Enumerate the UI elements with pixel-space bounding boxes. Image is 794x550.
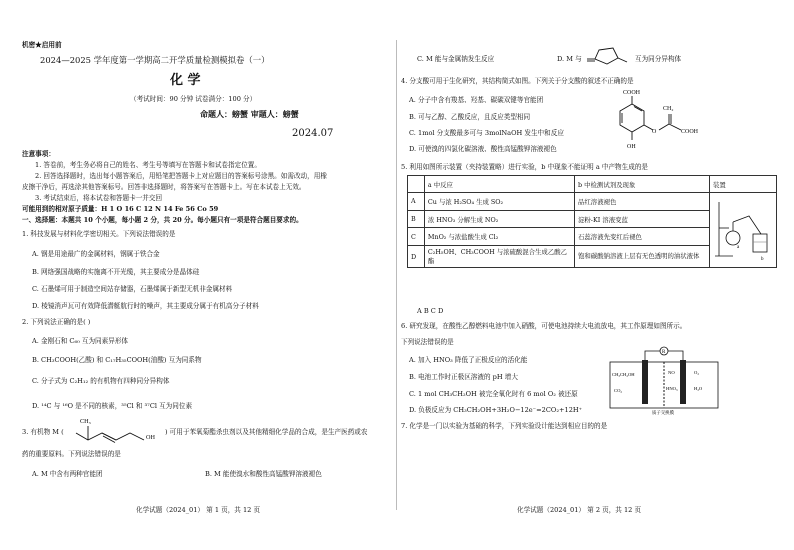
q5-apparatus-diagram: [713, 194, 773, 264]
q3-option-c: C. M 能与金属钠发生反应: [417, 55, 495, 63]
right-page: [397, 0, 794, 550]
q3-option-a: A. M 中含有两种官能团: [32, 470, 103, 478]
q3-mol-label-oh: OH: [146, 434, 155, 441]
q5-answer-choices: A B C D: [417, 307, 444, 315]
q2-option-a: A. 金刚石和 C₆₀ 互为同素异形体: [32, 337, 129, 345]
q4-option-a: A. 分子中含有羧基、羟基、碳碳双键等官能团: [409, 96, 544, 104]
q3-stem-suffix: ) 可用于苯氧菊酯杀虫剂以及其他精细化学品的合成，是生产医药或农: [165, 428, 368, 436]
q5-header-cell: a 中反应: [424, 176, 574, 193]
q5-row-detection: 淀粉-KI 溶液变蓝: [575, 210, 710, 228]
q1-option-b: B. 网络强国战略的实施离不开光缆，其主要成分是晶体硅: [32, 268, 200, 276]
q6-option-b: B. 电池工作时正极区溶液的 pH 增大: [409, 373, 518, 381]
q5-row-reaction: MnO₂ 与浓盐酸生成 Cl₂: [424, 228, 574, 246]
q6-fig-load: R: [662, 350, 666, 355]
q6-fig-h2o: H₂O: [694, 386, 703, 391]
svg-text:a: a: [737, 245, 740, 250]
q1-option-d: D. 棱镜消声瓦可有效降低潜艇航行时的噪声，其主要成分属于有机高分子材料: [32, 302, 259, 310]
q3-option-d-prefix: D. M 与: [557, 55, 582, 63]
q7-stem: 7. 化学是一门以实验为基础的科学，下列实验设计能达到相应目的的是: [401, 422, 608, 430]
subject-title: 化 学: [170, 73, 201, 88]
q6-option-c: C. 1 mol CH₃CH₂OH 被完全氧化时有 6 mol O₂ 被还原: [409, 390, 578, 398]
exam-title: 2024—2025 学年度第一学期高二开学质量检测模拟卷（一）: [40, 55, 270, 65]
q5-row-reaction: C₂H₅OH、CH₃COOH 与浓硫酸混合生成乙酸乙酯: [424, 246, 574, 268]
q3-molecule-structure: [68, 413, 164, 443]
q5-row-label: C: [408, 228, 425, 246]
q5-table: [407, 175, 777, 268]
q6-fig-co2: CO₂: [614, 388, 622, 393]
q4-mol-cooh2: COOH: [681, 129, 699, 135]
q4-option-d: D. 可使溴的四氯化碳溶液、酸性高锰酸钾溶液褪色: [409, 145, 557, 153]
q4-stem: 4. 分支酸可用于生化研究，其结构简式如图。下列关于分支酸的叙述不正确的是: [401, 77, 634, 85]
q6-fuel-cell-diagram: [602, 346, 727, 416]
q6-fig-membrane: 质子交换膜: [652, 410, 674, 415]
q5-row-label: A: [408, 193, 425, 211]
q2-option-c: C. 分子式为 C₂H₁₂ 的有机物有四种同分异构体: [32, 377, 170, 385]
q5-apparatus-cell: [710, 193, 777, 268]
q3-option-d-structure: [585, 44, 631, 68]
q4-mol-oh: OH: [627, 144, 636, 150]
q5-header-cell: 装置: [710, 176, 777, 193]
q6-stem: 6. 研究发现，在酸性乙醇燃料电池中加入硝酸，可使电池持续大电流放电，其工作原理如图所示。: [401, 322, 687, 330]
exam-info: （考试时间：90 分钟 试卷满分：100 分）: [130, 95, 257, 103]
q3-stem-prefix: 3. 有机物 M (: [22, 428, 64, 436]
q3-mol-label-ch3: CH₃: [80, 418, 91, 425]
q5-stem: 5. 利用如图所示装置（夹持装置略）进行实验，b 中现象不能证明 a 中产物生成的是: [401, 163, 649, 171]
q4-option-b: B. 可与乙醇、乙酸反应，且反应类型相同: [409, 113, 531, 121]
note-line: 1. 答卷前，考生务必将自己的姓名、考生号等填写在答题卡和试卷指定位置。: [35, 161, 261, 169]
q4-mol-cooh1: COOH: [623, 90, 641, 96]
q6-option-d: D. 负极反应为 CH₃CH₂OH+3H₂O−12e⁻=2CO₂+12H⁺: [409, 406, 583, 414]
q5-row-detection: 品红溶液褪色: [575, 193, 710, 211]
q5-table-row: [408, 193, 777, 211]
q1-option-c: C. 石墨烯可用于制造空间站存储器，石墨烯属于新型无机非金属材料: [32, 285, 233, 293]
q1-option-a: A. 钢是用途最广的金属材料，钢属于铁合金: [32, 250, 160, 258]
q5-header-cell: [408, 176, 425, 193]
q5-row-detection: 饱和碳酸钠溶液上层有无色透明的油状液体: [575, 246, 710, 268]
q5-row-label: B: [408, 210, 425, 228]
q3-option-d-suffix: 互为同分异构体: [635, 55, 682, 63]
svg-text:O: O: [652, 129, 657, 135]
q5-header-cell: b 中检测试剂及现象: [575, 176, 710, 193]
q5-row-label: D: [408, 246, 425, 268]
notes-heading: 注意事项：: [22, 150, 55, 158]
note-line: 3. 考试结束后，将本试卷和答题卡一并交回: [35, 194, 163, 202]
q4-branch-acid-structure: [615, 86, 725, 158]
q5-table-header-row: [408, 176, 777, 193]
svg-text:b: b: [761, 257, 764, 262]
q3-option-b: B. M 能使溴水和酸性高锰酸钾溶液褪色: [205, 470, 322, 478]
q5-row-reaction: Cu 与浓 H₂SO₄ 生成 SO₂: [424, 193, 574, 211]
q6-fig-o2: O₂: [694, 370, 699, 375]
q3-stem-line2: 药的重要原料。下列说法错误的是: [22, 450, 121, 458]
q5-row-detection: 石蕊溶液先变红后褪色: [575, 228, 710, 246]
atomic-masses: 可能用到的相对原子质量：H 1 O 16 C 12 N 14 Fe 56 Co 59: [22, 205, 219, 213]
q2-option-d: D. ¹⁴C 与 ¹⁶O 是不同的核素，³⁵Cl 和 ³⁷Cl 互为同位素: [32, 402, 193, 410]
q6-stem-line2: 下列说法错误的是: [401, 338, 454, 346]
q6-option-a: A. 加入 HNO₃ 降低了正极反应的活化能: [409, 356, 528, 364]
q4-mol-ch2: CH₂: [663, 106, 674, 112]
date: 2024.07: [292, 128, 334, 139]
page-footer: 化学试题（2024_01） 第 2 页，共 12 页: [517, 506, 642, 514]
q2-option-b: B. CH₃COOH(乙酸) 和 C₁₇H₃₅COOH(油酸) 互为同系物: [32, 356, 202, 364]
note-line: 2. 回答选择题时，选出每小题答案后，用铅笔把答题卡上对应题目的答案标号涂黑。如需改动，用橡: [35, 172, 327, 180]
q6-fig-hno3: HNO₃: [666, 386, 678, 391]
q6-fig-no: NO: [668, 370, 675, 375]
page-footer: 化学试题（2024_01） 第 1 页，共 12 页: [136, 506, 261, 514]
section-one-heading: 一、选择题：本题共 10 个小题，每小题 2 分，共 20 分。每小题只有一项是符合题目要求的。: [22, 216, 303, 224]
q6-fig-ethanol: CH₃CH₂OH: [612, 372, 635, 377]
note-line: 皮擦干净后，再选涂其他答案标号。回答非选择题时，将答案写在答题卡上。写在本试卷上无效。: [22, 183, 306, 191]
q4-option-c: C. 1mol 分支酸最多可与 3molNaOH 发生中和反应: [409, 129, 564, 137]
authors: 命题人：螃蟹 审题人：螃蟹: [200, 109, 299, 119]
q5-row-reaction: 浓 HNO₃ 分解生成 NO₂: [424, 210, 574, 228]
confidential-label: 机密★启用前: [22, 41, 62, 49]
q2-stem: 2. 下列说法正确的是( ): [22, 318, 91, 326]
q1-stem: 1. 科技发展与材料化学密切相关。下列说法错误的是: [22, 230, 176, 238]
